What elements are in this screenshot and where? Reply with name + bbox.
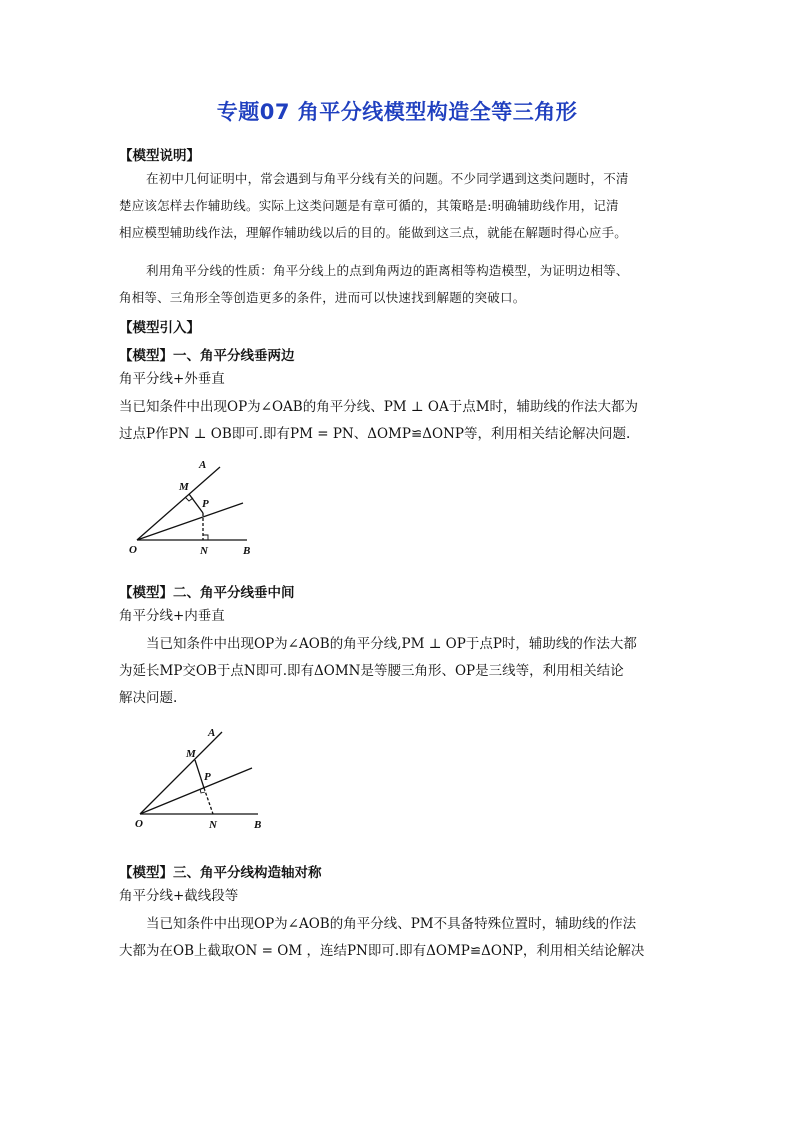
model2-text	[119, 631, 679, 712]
label-p: P	[202, 498, 209, 510]
text-line: 当已知条件中出现OP为∠OAB的角平分线、PM ⊥ OA于点M时，辅助线的作法大都为	[119, 399, 639, 415]
label-a: A	[208, 727, 216, 739]
segment-pm	[189, 494, 203, 513]
text-line: 相应模型辅助线作法，理解作辅助线以后的目的。能做到这三点，就能在解题时得心应手。	[119, 225, 628, 240]
bisector-op	[140, 768, 252, 814]
model2-figure	[130, 720, 280, 835]
label-b: B	[254, 819, 262, 831]
text-line: 当已知条件中出现OP为∠AOB的角平分线,PM ⊥ OP于点P时，辅助线的作法大都	[146, 636, 637, 652]
label-b: B	[243, 545, 251, 557]
label-a: A	[199, 459, 207, 471]
segment-mp	[195, 760, 204, 788]
text-line: 大都为在OB上截取ON = OM ，连结PN即可.即有ΔOMP≌ΔONP，利用相关结论解决	[119, 943, 645, 959]
text-line: 当已知条件中出现OP为∠AOB的角平分线、PM不具备特殊位置时，辅助线的作法	[146, 916, 637, 932]
model1-subtitle: 角平分线+外垂直	[119, 371, 225, 387]
description-paragraph-2	[119, 257, 679, 311]
label-n: N	[200, 545, 208, 557]
label-p: P	[204, 771, 211, 783]
text-line: 过点P作PN ⊥ OB即可.即有PM = PN、ΔOMP≌ΔONP等，利用相关结论解决问题.	[119, 426, 631, 442]
label-m: M	[179, 481, 189, 493]
label-m: M	[186, 748, 196, 760]
description-paragraph-1	[119, 165, 679, 246]
label-o: O	[129, 544, 137, 556]
text-line: 角相等、三角形全等创造更多的条件，进而可以快速找到解题的突破口。	[119, 290, 526, 305]
model3-text	[119, 911, 679, 965]
model1-figure	[125, 455, 275, 565]
section-heading-intro: 【模型引入】	[119, 320, 200, 336]
segment-pn-dashed	[204, 788, 213, 814]
section-heading-description: 【模型说明】	[119, 148, 200, 164]
model1-heading: 【模型】一、角平分线垂两边	[119, 348, 295, 364]
model3-subtitle: 角平分线+截线段等	[119, 888, 239, 904]
label-n: N	[209, 819, 217, 831]
bisector-op	[137, 503, 243, 540]
model2-subtitle: 角平分线+内垂直	[119, 608, 225, 624]
label-o: O	[135, 818, 143, 830]
text-line: 为延长MP交OB于点N即可.即有ΔOMN是等腰三角形、OP是三线等，利用相关结论	[119, 663, 624, 679]
text-line: 利用角平分线的性质：角平分线上的点到角两边的距离相等构造模型，为证明边相等、	[146, 263, 629, 278]
right-angle-mark-n	[203, 535, 208, 540]
text-line: 楚应该怎样去作辅助线。实际上这类问题是有章可循的，其策略是:明确辅助线作用，记清	[119, 198, 619, 213]
text-line: 解决问题.	[119, 690, 178, 706]
text-line: 在初中几何证明中，常会遇到与角平分线有关的问题。不少同学遇到这类问题时，不清	[146, 171, 629, 186]
model3-heading: 【模型】三、角平分线构造轴对称	[119, 865, 322, 881]
model1-text	[119, 394, 679, 448]
model2-heading: 【模型】二、角平分线垂中间	[119, 585, 295, 601]
page-title: 专题07 角平分线模型构造全等三角形	[216, 100, 578, 124]
